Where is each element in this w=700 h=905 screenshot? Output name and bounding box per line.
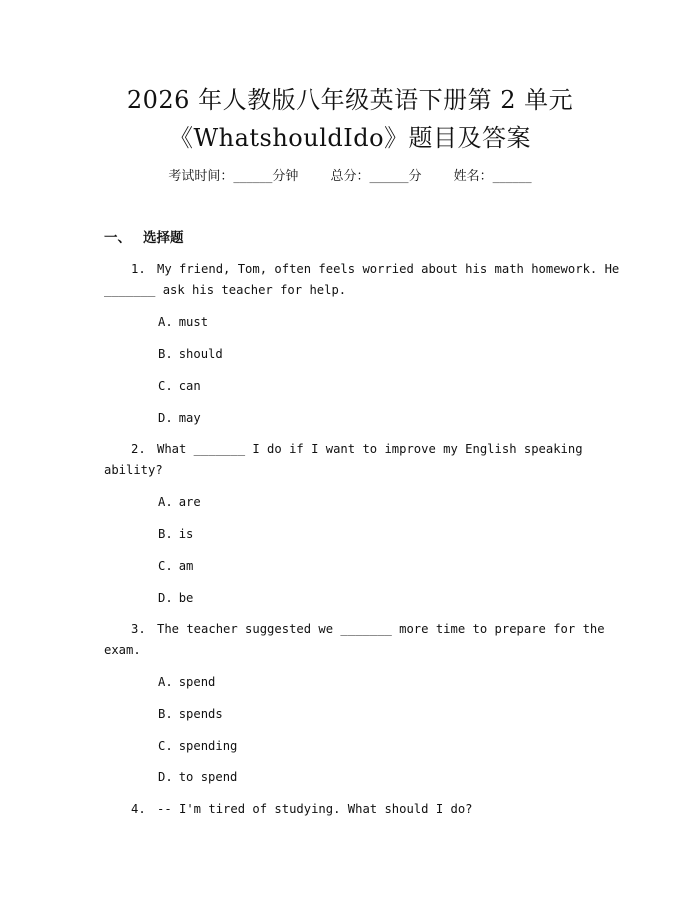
question-number: 1. <box>131 262 146 276</box>
question-3-option-c[interactable] <box>158 737 237 755</box>
option-label: D. <box>158 591 173 605</box>
exam-title-line-1: 2026 年人教版八年级英语下册第 2 单元 <box>126 86 574 114</box>
question-2-option-d[interactable] <box>158 589 193 607</box>
question-text-line-1: My friend, Tom, often feels worried about his math homework. He <box>157 262 620 276</box>
option-label: D. <box>158 411 173 425</box>
question-text-line-2: exam. <box>104 643 141 657</box>
question-3-option-b[interactable] <box>158 705 223 723</box>
option-text: spends <box>178 707 223 721</box>
question-number: 4. <box>131 802 146 816</box>
question-number: 2. <box>131 442 146 456</box>
option-text: is <box>178 527 194 541</box>
question-2 <box>104 439 584 481</box>
section-number: 一、 <box>104 230 131 246</box>
total-score-field: 总分：______分 <box>330 169 422 184</box>
option-label: C. <box>158 559 173 573</box>
option-text: spending <box>178 739 238 753</box>
question-number: 3. <box>131 622 146 636</box>
question-text-line-2: ability? <box>104 463 163 477</box>
question-text-line-1: -- I'm tired of studying. What should I do? <box>157 802 473 816</box>
option-text: am <box>178 559 194 573</box>
student-name-field: 姓名：______ <box>453 169 532 184</box>
option-label: B. <box>158 527 173 541</box>
question-3 <box>104 619 605 661</box>
section-heading <box>104 228 184 248</box>
option-label: B. <box>158 347 173 361</box>
option-label: A. <box>158 495 173 509</box>
option-text: spend <box>178 675 216 689</box>
question-4 <box>104 799 584 820</box>
option-text: can <box>178 379 201 393</box>
question-1-option-a[interactable] <box>158 313 208 331</box>
question-text-line-2: _______ ask his teacher for help. <box>104 283 347 297</box>
option-label: A. <box>158 675 173 689</box>
option-text: should <box>178 347 223 361</box>
question-2-option-a[interactable] <box>158 493 201 511</box>
option-label: C. <box>158 379 173 393</box>
question-1-option-b[interactable] <box>158 345 223 363</box>
option-text: are <box>178 495 201 509</box>
question-text-line-1: The teacher suggested we _______ more time to prepare for the <box>157 622 605 636</box>
question-3-option-a[interactable] <box>158 673 215 691</box>
option-label: C. <box>158 739 173 753</box>
section-label: 选择题 <box>143 230 184 246</box>
option-text: be <box>178 591 194 605</box>
question-1-option-d[interactable] <box>158 409 201 427</box>
option-label: A. <box>158 315 173 329</box>
question-2-option-b[interactable] <box>158 525 193 543</box>
question-3-option-d[interactable] <box>158 768 237 786</box>
exam-meta-row <box>0 167 700 187</box>
exam-title-line-2: 《WhatshouldIdo》题目及答案 <box>168 124 532 152</box>
question-text-line-1: What _______ I do if I want to improve my English speaking <box>157 442 583 456</box>
option-label: B. <box>158 707 173 721</box>
question-2-option-c[interactable] <box>158 557 193 575</box>
option-text: to spend <box>178 770 238 784</box>
option-text: must <box>178 315 209 329</box>
option-label: D. <box>158 770 173 784</box>
exam-time-field: 考试时间：______分钟 <box>168 169 299 184</box>
question-1-option-c[interactable] <box>158 377 201 395</box>
question-1 <box>104 259 620 301</box>
option-text: may <box>178 411 201 425</box>
